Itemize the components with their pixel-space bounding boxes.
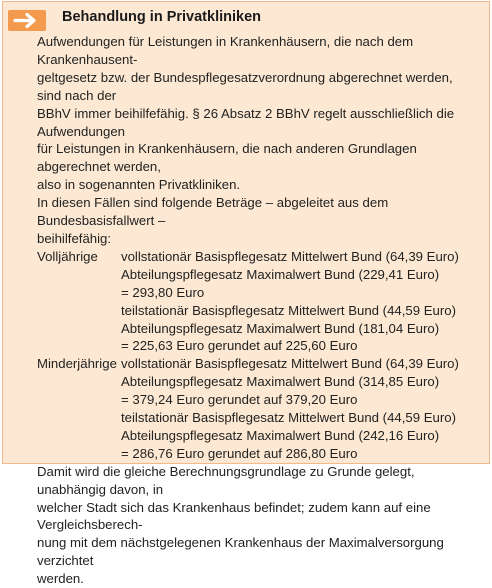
rate-line: vollstationär Basispflegesatz Mittelwert Bund (64,39 Euro) — [121, 248, 459, 264]
rate-line: = 293,80 Euro — [121, 284, 205, 300]
text-line: Damit wird die gleiche Berechnungsgrundlage zu Grunde gelegt, unabhängig davon, in — [37, 463, 415, 497]
text-line: geltgesetz bzw. der Bundespflegesatzverordnung abgerechnet werden, sind nach der — [37, 69, 453, 103]
rate-line: Abteilungspflegesatz Maximalwert Bund (229,41 Euro) — [121, 266, 440, 282]
rate-line: = 286,76 Euro gerundet auf 286,80 Euro — [121, 445, 358, 461]
rate-line: = 379,24 Euro gerundet auf 379,20 Euro — [121, 392, 358, 408]
text-line: also in sogenannten Privatkliniken. — [37, 177, 241, 193]
text-line: für Leistungen in Krankenhäusern, die nach anderen Grundlagen abgerechnet werden, — [37, 141, 417, 175]
rate-line: teilstationär Basispflegesatz Mittelwert Bund (44,59 Euro) — [121, 410, 456, 426]
arrow-right-icon — [8, 10, 46, 31]
text-line: BBhV immer beihilfefähig. § 26 Absatz 2 BBhV regelt ausschließlich die Aufwendungen — [37, 105, 455, 139]
box-body — [37, 33, 477, 588]
closing-paragraph — [37, 463, 477, 588]
rate-line: vollstationär Basispflegesatz Mittelwert Bund (64,39 Euro) — [121, 356, 459, 372]
text-line: Aufwendungen für Leistungen in Krankenhäusern, die nach dem Krankenhausent- — [37, 34, 414, 67]
group-adults — [37, 248, 477, 355]
info-box — [2, 1, 490, 587]
text-line: welcher Stadt sich das Krankenhaus befindet; zudem kann auf eine Vergleichsberech- — [37, 499, 431, 533]
text-line: beihilfefähig: — [37, 230, 112, 246]
group-lines — [121, 248, 477, 355]
text-line: werden. — [37, 571, 84, 587]
group-minors — [37, 355, 477, 462]
rate-line: Abteilungspflegesatz Maximalwert Bund (242,16 Euro) — [121, 427, 440, 443]
text-line: In diesen Fällen sind folgende Beträge – abgeleitet aus dem Bundesbasisfallwert – — [37, 195, 389, 229]
rate-line: = 225,63 Euro gerundet auf 225,60 Euro — [121, 338, 358, 354]
group-label: Volljährige — [37, 248, 98, 264]
rate-line: teilstationär Basispflegesatz Mittelwert Bund (44,59 Euro) — [121, 302, 456, 318]
intro-paragraph — [37, 33, 477, 248]
group-label: Minderjährige — [37, 356, 117, 372]
box-title: Behandlung in Privatkliniken — [62, 9, 262, 25]
text-line: nung mit dem nächstgelegenen Krankenhaus der Maximalversorgung verzichtet — [37, 535, 444, 569]
rate-line: Abteilungspflegesatz Maximalwert Bund (181,04 Euro) — [121, 320, 440, 336]
rate-line: Abteilungspflegesatz Maximalwert Bund (314,85 Euro) — [121, 374, 440, 390]
group-lines — [121, 355, 477, 462]
